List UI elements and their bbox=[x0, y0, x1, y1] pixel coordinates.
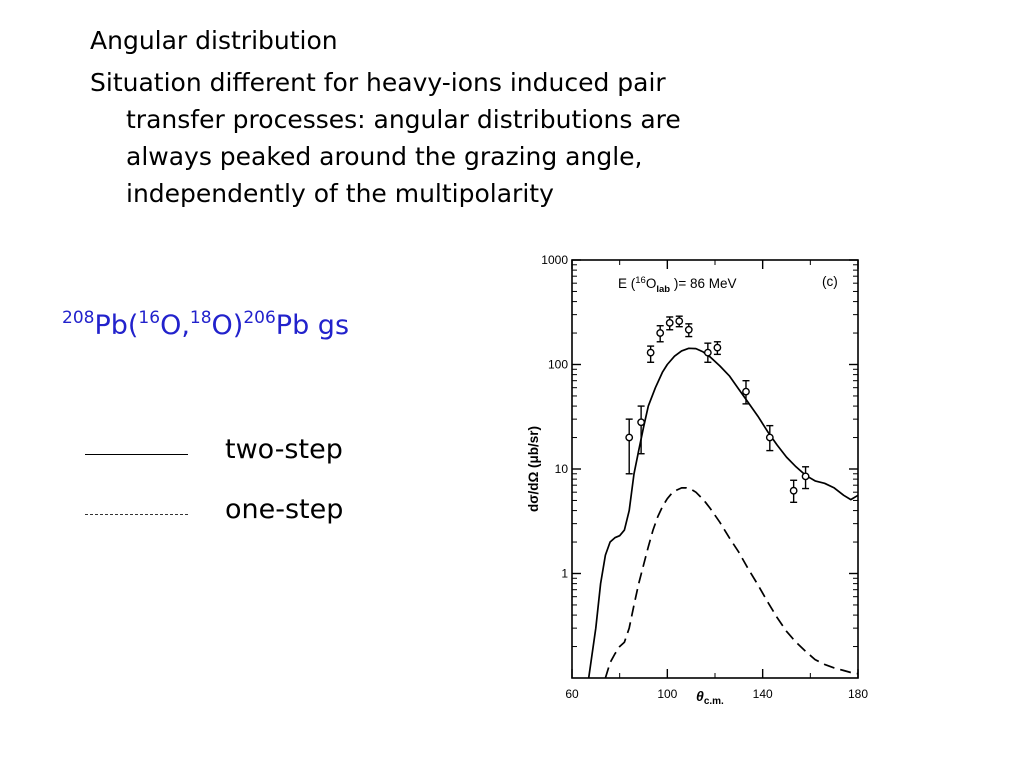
curves bbox=[589, 348, 858, 678]
reaction-a-mass: 208 bbox=[62, 308, 95, 328]
reaction-c-element: O) bbox=[211, 310, 244, 341]
y-tick-label: 100 bbox=[547, 357, 568, 372]
data-point bbox=[666, 317, 673, 330]
x-axis-title bbox=[696, 688, 724, 707]
reaction-c-mass: 18 bbox=[189, 308, 212, 328]
data-point bbox=[626, 419, 633, 474]
data-point bbox=[766, 426, 773, 451]
data-point bbox=[802, 467, 809, 489]
data-marker bbox=[667, 320, 673, 326]
x-tick-label: 100 bbox=[657, 687, 678, 701]
reaction-d-element: Pb gs bbox=[275, 310, 350, 341]
annotation-o: O bbox=[645, 276, 657, 291]
data-marker bbox=[802, 473, 808, 479]
slide-heading bbox=[90, 22, 338, 59]
data-marker bbox=[626, 434, 632, 440]
annotation-sup: 16 bbox=[635, 275, 646, 286]
slide-heading-text: Angular distribution bbox=[90, 26, 338, 55]
x-axis-theta: θ bbox=[696, 688, 704, 704]
reaction-a-element: Pb( bbox=[94, 310, 139, 341]
data-point bbox=[790, 480, 797, 502]
reaction-b-mass: 16 bbox=[138, 308, 161, 328]
data-marker bbox=[714, 344, 720, 350]
reaction-d-mass: 206 bbox=[243, 308, 276, 328]
data-point bbox=[676, 316, 683, 327]
data-point bbox=[647, 346, 654, 362]
data-marker bbox=[676, 318, 682, 324]
data-points bbox=[626, 316, 809, 502]
y-axis-title: dσ/dΩ (μb/sr) bbox=[526, 425, 541, 513]
legend-dashed-line bbox=[85, 514, 188, 515]
axis-tick-labels bbox=[541, 253, 868, 701]
data-point bbox=[685, 324, 692, 337]
plot-frame bbox=[572, 260, 858, 678]
data-marker bbox=[790, 487, 796, 493]
data-point bbox=[704, 343, 711, 362]
panel-label: (c) bbox=[822, 274, 838, 289]
x-tick-label: 140 bbox=[752, 687, 773, 701]
reaction-label bbox=[62, 310, 349, 341]
legend-one-step-label: one-step bbox=[225, 494, 344, 525]
angular-distribution-chart bbox=[480, 235, 900, 715]
slide-body bbox=[90, 64, 880, 212]
legend-two-step-label: two-step bbox=[225, 434, 343, 465]
annotation-rest: )= 86 MeV bbox=[670, 276, 737, 291]
legend-solid-line bbox=[85, 454, 188, 455]
body-line-4: independently of the multipolarity bbox=[126, 179, 554, 208]
data-point bbox=[742, 381, 749, 404]
y-tick-label: 1 bbox=[561, 566, 568, 581]
one-step-curve bbox=[605, 488, 858, 678]
y-tick-label: 1000 bbox=[541, 253, 568, 267]
axis-ticks bbox=[572, 260, 858, 678]
x-axis-sub: c.m. bbox=[703, 696, 724, 707]
data-marker bbox=[638, 419, 644, 425]
data-point bbox=[714, 342, 721, 355]
energy-annotation bbox=[618, 275, 737, 295]
body-line-3: always peaked around the grazing angle, bbox=[126, 142, 643, 171]
data-marker bbox=[705, 349, 711, 355]
reaction-b-element: O, bbox=[160, 310, 190, 341]
body-line-1: Situation different for heavy-ions induced pair bbox=[90, 68, 666, 97]
data-marker bbox=[647, 349, 653, 355]
annotation-e: E ( bbox=[618, 276, 636, 291]
data-marker bbox=[743, 388, 749, 394]
data-marker bbox=[657, 330, 663, 336]
data-marker bbox=[686, 327, 692, 333]
annotation-sub: lab bbox=[656, 284, 671, 295]
x-tick-label: 60 bbox=[565, 687, 579, 701]
data-point bbox=[657, 326, 664, 342]
y-tick-label: 10 bbox=[554, 462, 568, 476]
body-line-2: transfer processes: angular distributions are bbox=[126, 105, 681, 134]
x-tick-label: 180 bbox=[847, 687, 869, 701]
data-marker bbox=[767, 434, 773, 440]
